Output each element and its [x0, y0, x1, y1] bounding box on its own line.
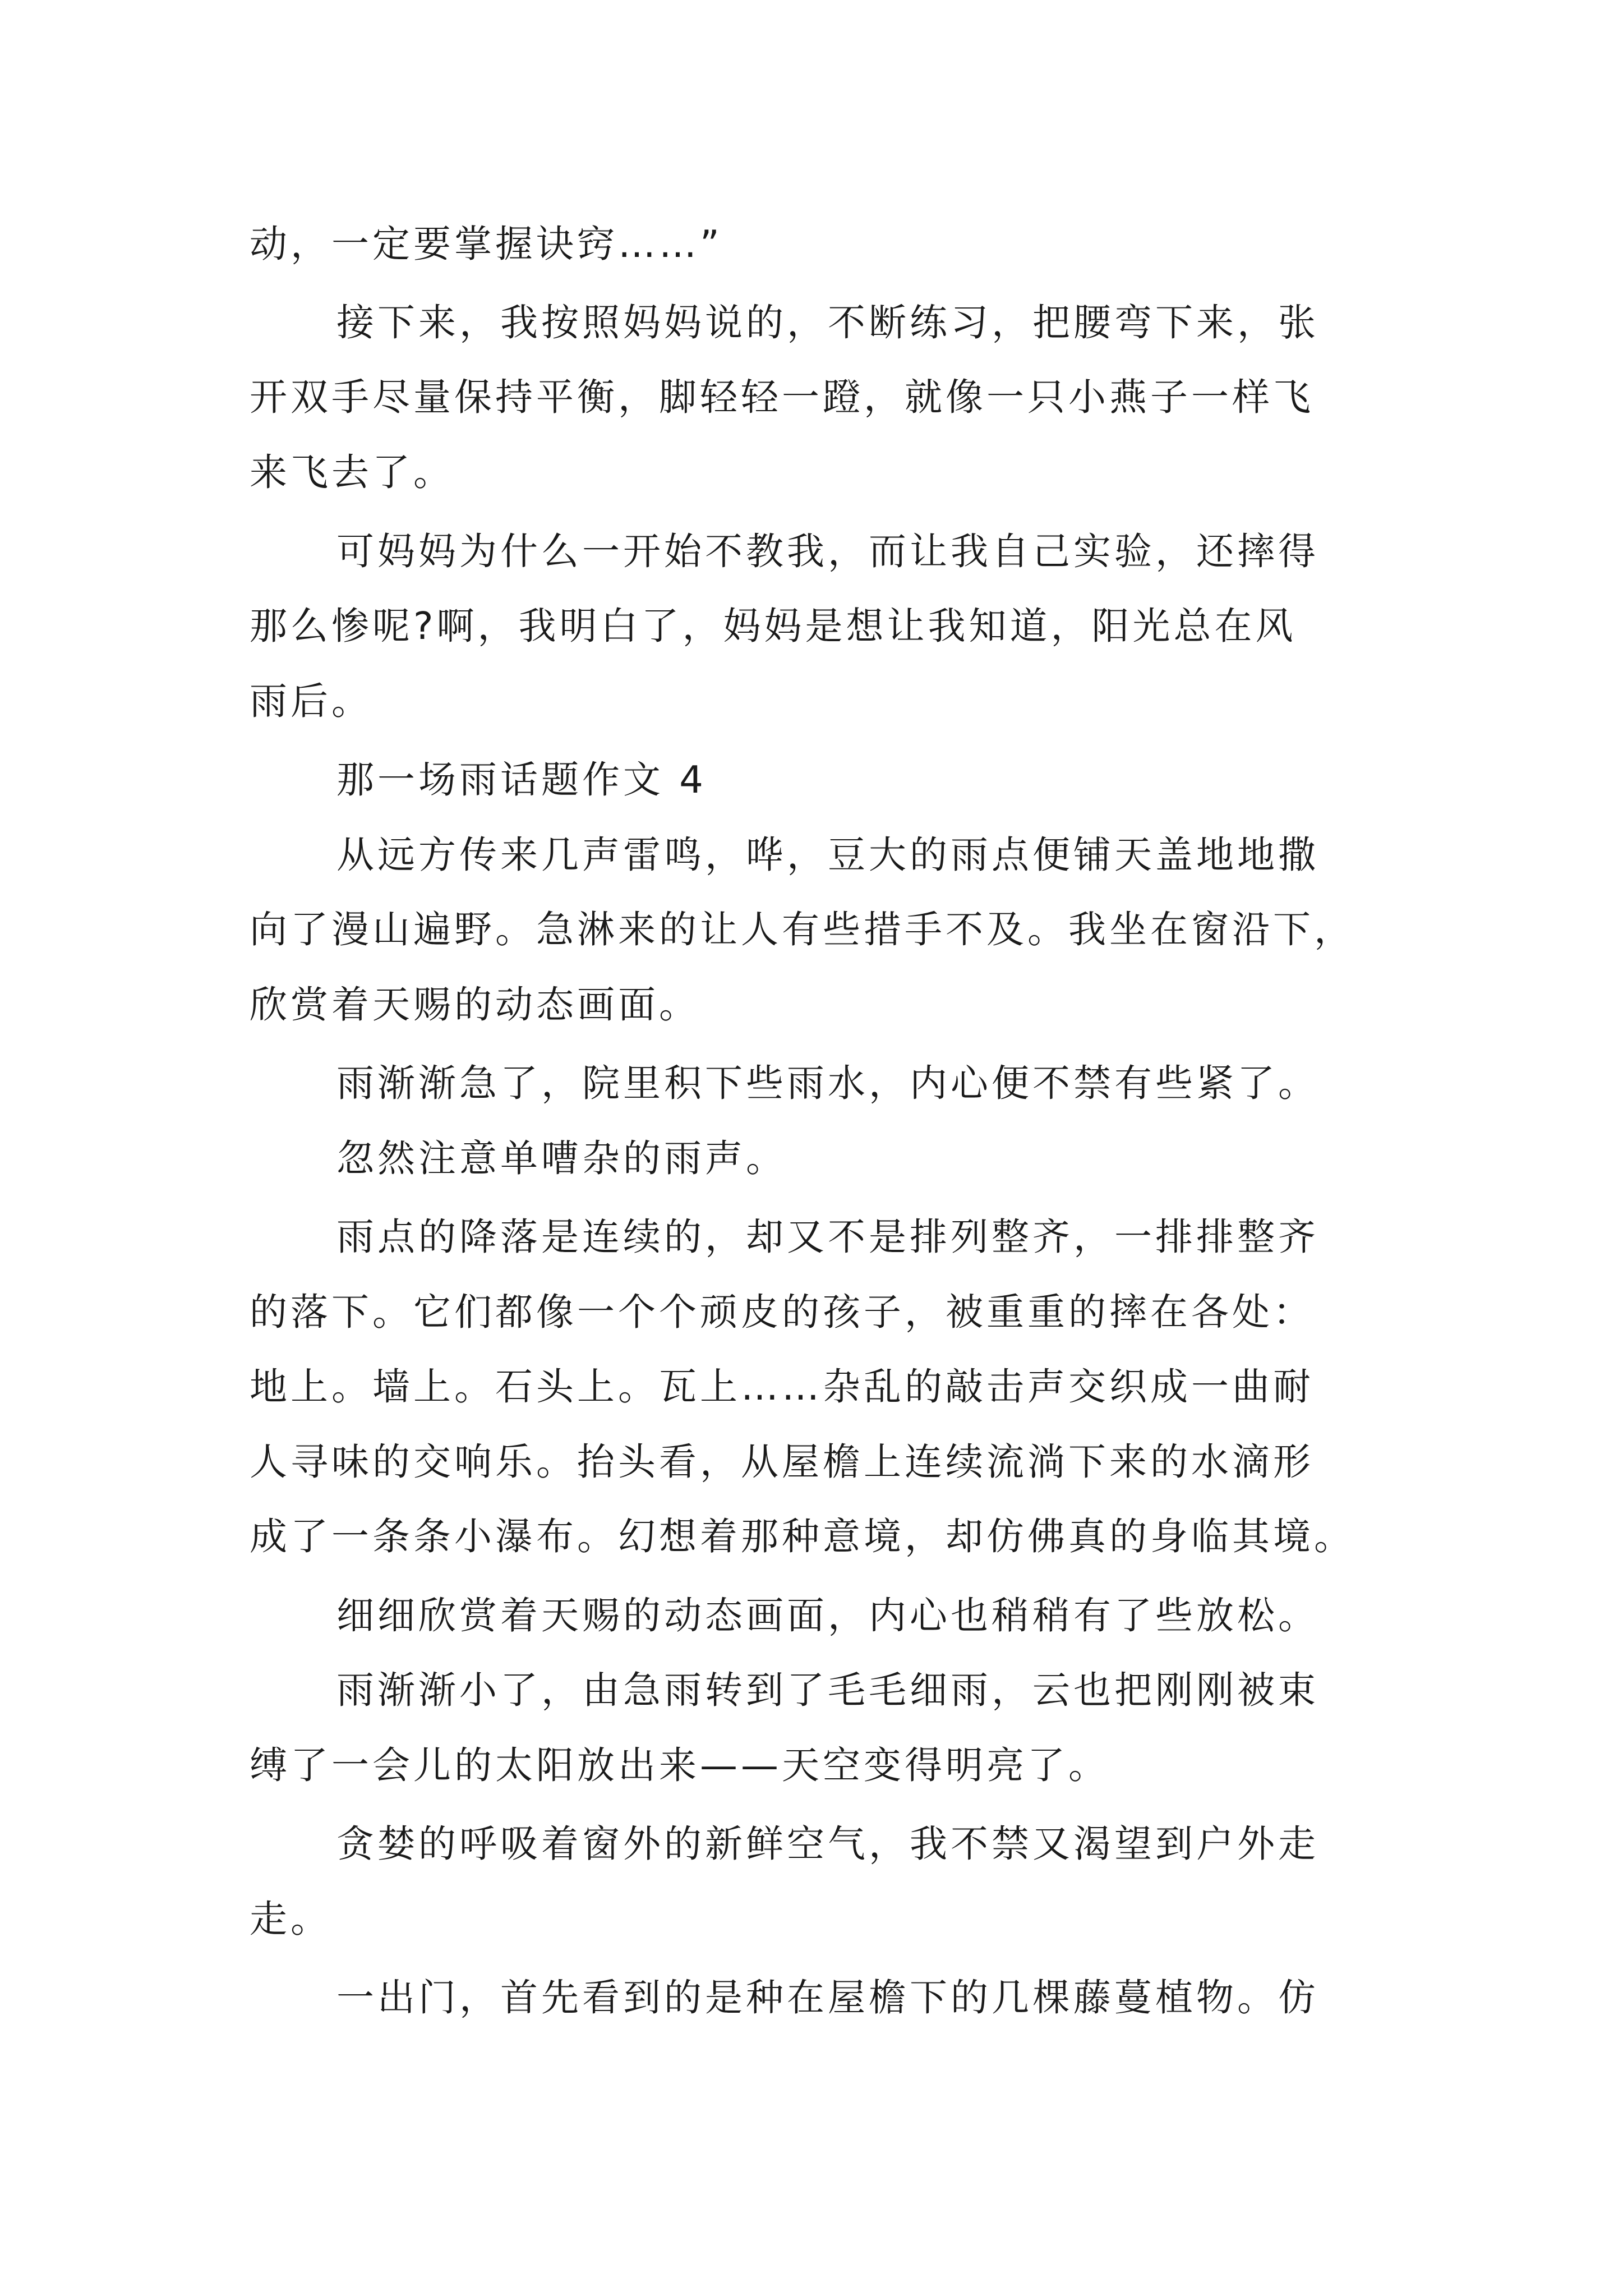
text-line: 走。 [250, 1897, 331, 1941]
paragraph-first-line: 细细欣赏着天赐的动态画面，内心也稍稍有了些放松。 [336, 1594, 1319, 1637]
text-line: 动，一定要掌握诀窍……” [250, 222, 723, 266]
paragraph-first-line: 忽然注意单嘈杂的雨声。 [336, 1137, 787, 1180]
text-line: 成了一条条小瀑布。幻想着那种意境，却仿佛真的身临其境。 [250, 1515, 1355, 1558]
paragraph-first-line: 可妈妈为什么一开始不教我，而让我自己实验，还摔得 [336, 530, 1319, 573]
paragraph-first-line: 一出门，首先看到的是种在屋檐下的几棵藤蔓植物。仿 [336, 1976, 1319, 2019]
text-line: 来飞去了。 [250, 450, 454, 494]
paragraph-first-line: 雨渐渐小了，由急雨转到了毛毛细雨，云也把刚刚被束 [336, 1668, 1319, 1712]
text-line: 向了漫山遍野。急淋来的让人有些措手不及。我坐在窗沿下， [250, 908, 1355, 951]
paragraph-first-line: 贪婪的呼吸着窗外的新鲜空气，我不禁又渴望到户外走 [336, 1822, 1319, 1866]
paragraph-first-line: 从远方传来几声雷鸣，哗，豆大的雨点便铺天盖地地撒 [336, 833, 1319, 877]
paragraph-first-line: 雨点的降落是连续的，却又不是排列整齐，一排排整齐 [336, 1215, 1319, 1259]
section-heading: 那一场雨话题作文 4 [336, 758, 707, 802]
text-line: 欣赏着天赐的动态画面。 [250, 983, 700, 1027]
paragraph-first-line: 雨渐渐急了，院里积下些雨水，内心便不禁有些紧了。 [336, 1061, 1319, 1105]
text-line: 那么惨呢?啊，我明白了，妈妈是想让我知道，阳光总在风 [250, 604, 1297, 648]
text-line: 缚了一会儿的太阳放出来——天空变得明亮了。 [250, 1743, 1109, 1787]
text-line: 开双手尽量保持平衡，脚轻轻一蹬，就像一只小燕子一样飞 [250, 375, 1314, 419]
text-line: 地上。墙上。石头上。瓦上……杂乱的敲击声交织成一曲耐 [250, 1365, 1314, 1409]
text-line: 人寻味的交响乐。抬头看，从屋檐上连续流淌下来的水滴形 [250, 1440, 1314, 1484]
paragraph-first-line: 接下来，我按照妈妈说的，不断练习，把腰弯下来，张 [336, 301, 1319, 344]
text-line: 雨后。 [250, 679, 372, 723]
text-line: 的落下。它们都像一个个顽皮的孩子，被重重的摔在各处： [250, 1290, 1314, 1334]
